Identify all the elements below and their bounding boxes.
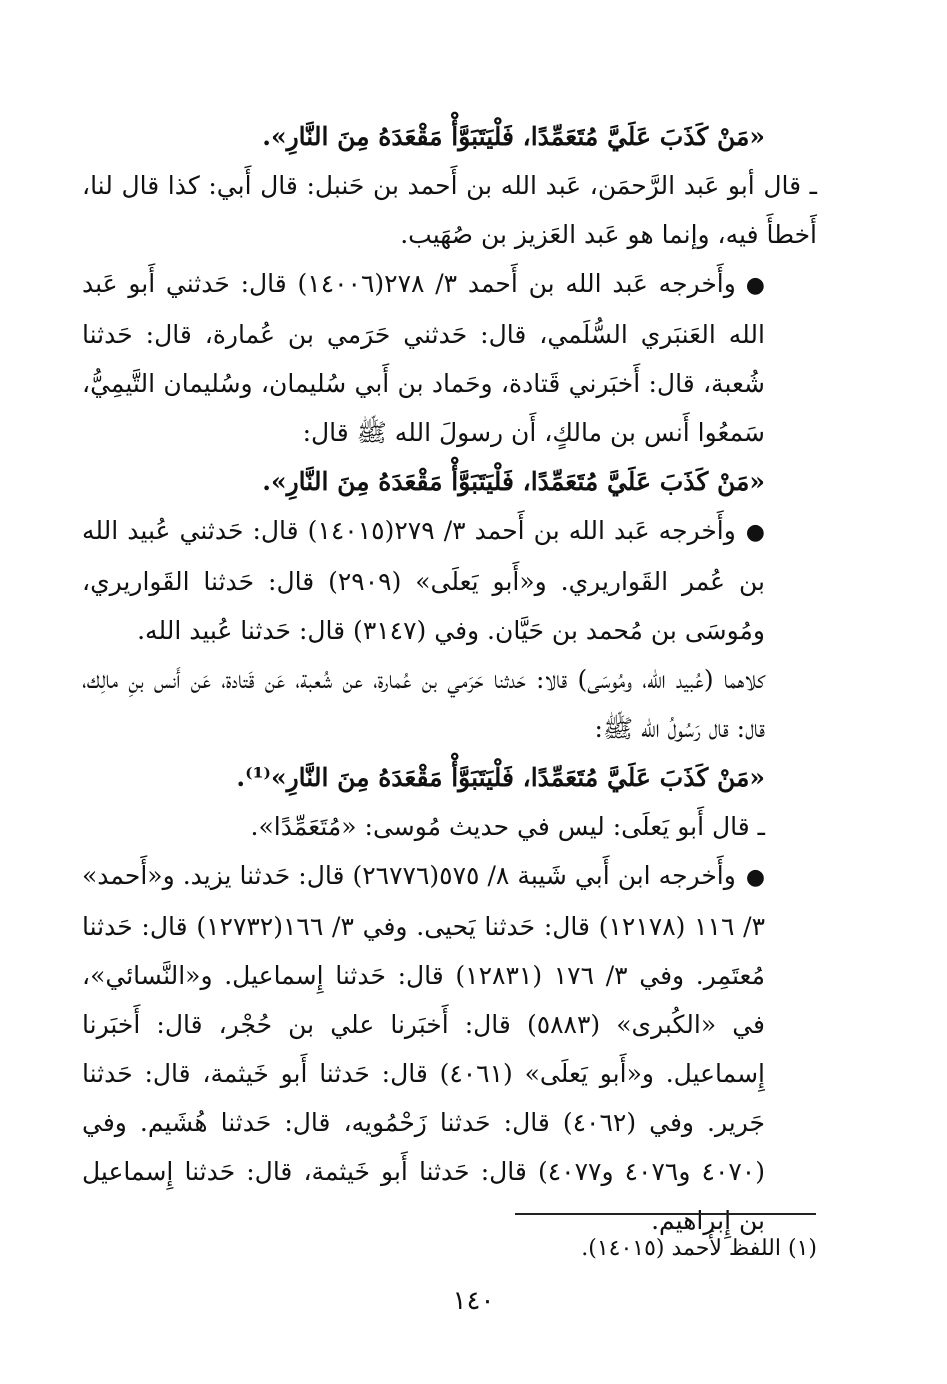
takhrij-paragraph-1: ●وأَخرجه عَبد الله بن أَحمد ٣/ ٢٧٨(١٤٠٠٦) قال: حَدثني أَبو عَبد الله العَنبَري السُّلَمي، قال: حَدثني حَرَمي بن عُمارة، قال: حَدثنا شُعبة، قال: أَخبَرني قَتادة، وحَماد بن أَبي سُليمان، وسُليمان التَّيمِيُّ، سَمعُوا أَنس بن مالكٍ، أَن رسولَ الله ﷺ قال:	[82, 259, 817, 457]
takhrij-paragraph-2: ●وأَخرجه عَبد الله بن أَحمد ٣/ ٢٧٩(١٤٠١٥) قال: حَدثني عُبيد الله بن عُمر القَواريري. و«أَبو يَعلَى» (٢٩٠٩) قال: حَدثنا القَواريري، ومُوسَى بن مُحمد بن حَيَّان. وفي (٣١٤٧) قال: حَدثنا عُبيد الله.	[82, 506, 817, 655]
page-number: ١٤٠	[452, 1286, 495, 1316]
footnote: (١) اللفظ لأَحمد (١٤٠١٥).	[581, 1236, 817, 1261]
commentary-paragraph-2: ـ قال أَبو يَعلَى: ليس في حديث مُوسى: «مُتَعَمِّدًا».	[250, 812, 765, 841]
main-text	[82, 112, 817, 1245]
commentary-paragraph-1: ـ قال أبو عَبد الرَّحمَن، عَبد الله بن أَحمد بن حَنبل: قال أَبي: كذا قال لنا، أَخطأَ فيه، وإنما هو عَبد العَزيز بن صُهَيب.	[82, 171, 817, 249]
hadith-text-2: «مَنْ كَذَبَ عَلَيَّ مُتَعَمِّدًا، فَلْيَتَبَوَّأْ مَقْعَدَهُ مِنَ النَّارِ».	[262, 467, 765, 496]
hadith-text-3: «مَنْ كَذَبَ عَلَيَّ مُتَعَمِّدًا، فَلْيَتَبَوَّأْ مَقْعَدَهُ مِنَ النَّارِ»⁽¹⁾.	[236, 763, 765, 792]
bullet-icon: ●	[745, 273, 765, 298]
bullet-icon: ●	[745, 520, 765, 545]
isnad-paragraph: كلاهما (عُبيد الله، ومُوسَى) قالا: حَدثنا حَرَمي بن عُمارة، عن شُعبة، عَن قَتادة، عَن أَنس بنِ مالِك، قال: قال رَسُولُ الله ﷺ:	[82, 665, 765, 743]
footnote-divider	[515, 1213, 816, 1215]
hadith-text-1: «مَنْ كَذَبَ عَلَيَّ مُتَعَمِّدًا، فَلْيَتَبَوَّأْ مَقْعَدَهُ مِنَ النَّارِ».	[262, 122, 765, 151]
takhrij-paragraph-3: ●وأَخرجه ابن أَبي شَيبة ٨/ ٥٧٥(٢٦٧٧٦) قال: حَدثنا يزيد. و«أَحمد» ٣/ ١١٦ (١٢١٧٨) قال: حَدثنا يَحيى. وفي ٣/ ١٦٦(١٢٧٣٢) قال: حَدثنا مُعتَمِر. وفي ٣/ ١٧٦ (١٢٨٣١) قال: حَدثنا إِسماعيل. و«النَّسائي»، في «الكُبرى» (٥٨٨٣) قال: أَخبَرنا علي بن حُجْر، قال: أَخبَرنا إِسماعيل. و«أَبو يَعلَى» (٤٠٦١) قال: حَدثنا أَبو خَيثمة، قال: حَدثنا جَرير. وفي (٤٠٦٢) قال: حَدثنا زَحْمُويه، قال: حَدثنا هُشَيم. وفي (٤٠٧٠ و٤٠٧٦ و٤٠٧٧) قال: حَدثنا أَبو خَيثمة، قال: حَدثنا إِسماعيل بن إِبراهيم.	[82, 851, 817, 1245]
bullet-icon: ●	[745, 865, 766, 890]
